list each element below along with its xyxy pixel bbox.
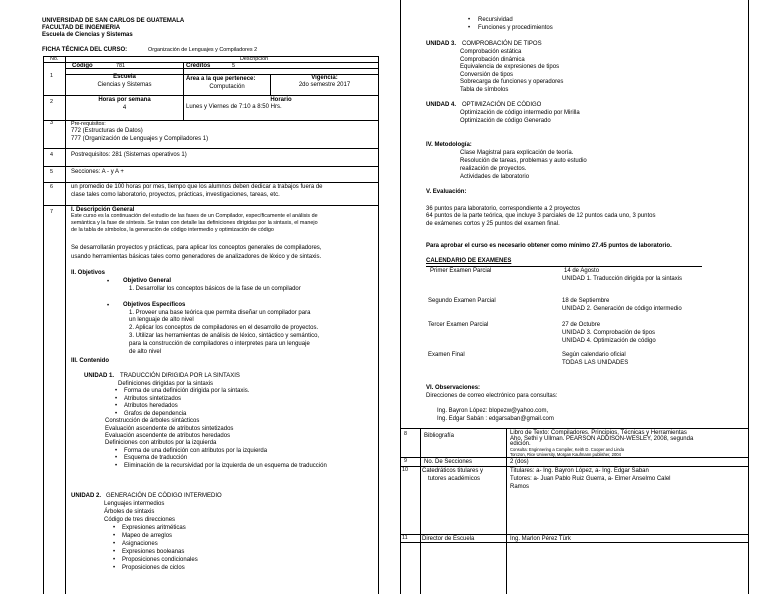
bullet-icon: • (115, 395, 118, 402)
credits-value: 5 (232, 63, 235, 69)
row-number: 8 (404, 431, 407, 437)
unit2-topic: Expresiones aritméticas (122, 525, 186, 531)
row-number: 7 (50, 209, 53, 215)
exam-date: Según calendario oficial (562, 352, 626, 358)
specific-objective-line: 2. Aplicar los conceptos de compiladores en el desarrollo de proyectos. (129, 325, 319, 331)
unit2-topic: Mapeo de arreglos (122, 533, 173, 539)
table-rule (400, 542, 748, 543)
unit1-topic: Forma de una definición con atributos por la izquierda (124, 447, 268, 454)
unit1-topic: Esquema de traducción (124, 455, 188, 462)
email-line: Ing. Bayron López: blopezw@yahoo.com, (437, 408, 549, 414)
unit1-topic: Definiciones con atributos por la izquierda (105, 440, 217, 447)
unit4-title: OPTIMIZACIÓN DE CÓDIGO (462, 102, 542, 108)
bullet-icon: • (115, 447, 118, 454)
bibliography-line: Libro de Texto: Compiladores. Principios, Técnicas y Herramientas (510, 430, 687, 436)
postreq-text: Postrequisitos: 281 (Sistemas operativos 1) (71, 152, 187, 158)
area-label: Área a la que pertenece: (186, 76, 256, 82)
methodology-line: Clase Magistral para explicación de teoría. (460, 150, 574, 156)
unit3-title: COMPROBACIÓN DE TIPOS (462, 41, 542, 47)
bullet-icon: • (113, 549, 116, 555)
unit1-label: UNIDAD 1. (84, 373, 115, 379)
bullet-icon: • (115, 403, 118, 410)
schedule-value: Lunes y Viernes de 7:10 a 8:50 Hrs. (186, 104, 282, 110)
observations-title: VI. Observaciones: (426, 385, 481, 391)
table-rule (420, 428, 421, 594)
row-number: 4 (50, 152, 53, 158)
exam-content: UNIDAD 1. Traducción dirigida por la sintaxis (562, 276, 683, 282)
university-title: UNIVERSIDAD DE SAN CARLOS DE GUATEMALA (42, 18, 185, 24)
course-name: Organización de Lenguajes y Compiladores 2 (148, 47, 258, 53)
unit2-topic: Proposiciones de ciclos (122, 565, 185, 571)
code-label: Código (72, 63, 93, 69)
content-title: III. Contenido (71, 358, 109, 364)
bullet-icon: • (107, 279, 110, 285)
bibliography-label: Bibliografía (424, 433, 455, 439)
row-number: 5 (50, 169, 53, 175)
unit1-topic: Atributos sintetizados (124, 395, 182, 402)
bullet-icon: • (115, 388, 118, 395)
sections-value: 2 (dos) (510, 459, 529, 465)
unit2-topic: Expresiones booleanas (122, 549, 185, 555)
table-rule (400, 466, 748, 467)
prereq-label: Pre-requisitos: (71, 121, 106, 127)
sections-text: Secciones: A - y A + (71, 169, 124, 175)
valid-label: Vigencia: (311, 75, 338, 81)
specific-objectives-title: Objetivos Específicos (123, 302, 186, 308)
unit1-topic: Construcción de árboles sintácticos (105, 418, 200, 425)
row-number: 3 (50, 120, 53, 126)
bullet-icon: • (115, 410, 118, 417)
exam-content: UNIDAD 3. Comprobación de tipos (562, 330, 656, 336)
unit1-title: TRADUCCIÓN DIRIGIDA POR LA SINTAXIS (120, 373, 240, 379)
valid-value: 2do semestre 2017 (298, 82, 351, 88)
row-number: 2 (50, 99, 53, 105)
unit1-topic: Evaluación ascendente de atributos sintetizados (105, 425, 234, 432)
table-rule (400, 428, 748, 429)
director-label: Director de Escuela (422, 536, 475, 542)
exam-content: UNIDAD 4. Optimización de código (562, 338, 656, 344)
unit1-topic: Atributos heredados (124, 403, 178, 410)
methodology-line: Actividades de laboratorio (460, 174, 530, 180)
row-number: 9 (404, 458, 407, 464)
bibliography-line: Aho, Sethi y Ullman. PEARSON ADDISON-WESLEY, 2008, segunda (510, 436, 694, 442)
table-rule (506, 428, 507, 594)
specific-objective-line: para la construcción de compiladores o interpretes para un lenguaje (129, 341, 310, 347)
observations-line: Direcciones de correo electrónico para consultas: (426, 393, 558, 399)
email-line: Ing. Edgar Sabán : edgarsaban@gmail.com (437, 416, 554, 422)
hours-note-line: clase tales como laboratorio, proyectos, prácticas, investigaciones, tareas, etc. (71, 192, 280, 198)
bullet-icon: • (113, 533, 116, 539)
unit1-topic: Grafos de dependencia (124, 410, 187, 417)
exam-name: Examen Final (428, 352, 465, 358)
unit3-label: UNIDAD 3. (426, 41, 457, 47)
methodology-line: realización de proyectos. (460, 166, 527, 172)
unit2-topic: Código de tres direcciones (104, 517, 176, 523)
bullet-icon: • (113, 525, 116, 531)
bullet-icon: • (115, 455, 118, 462)
hours-label: Horas por semana (98, 97, 151, 103)
description-line: Este curso es la continuación del estudio de las fases de un Compilador, específicamente el análisis de (71, 213, 318, 219)
unit1-topic: Definiciones dirigidas por la sintaxis (118, 381, 214, 387)
unit2-label: UNIDAD 2. (71, 493, 102, 499)
sheet-label: FICHA TÉCNICA DEL CURSO: (42, 47, 128, 53)
unit4-label: UNIDAD 4. (426, 102, 457, 108)
unit1-topic: Eliminación de la recursividad por la izquierda de un esquema de traducción (124, 462, 327, 469)
row-number: 6 (50, 184, 53, 190)
row-number: 11 (402, 535, 408, 541)
topic-line: Recursividad (478, 17, 513, 23)
bullet-icon: • (113, 541, 116, 547)
bibliography-line: Consulta: Enginnering a Compiler, Keith D. Cooper and Linda (510, 447, 625, 452)
exam-date: 14 de Agosto (564, 268, 600, 274)
exam-name: Segundo Examen Parcial (428, 298, 496, 304)
exam-date: 18 de Septiembre (562, 298, 610, 304)
col-desc-header: Descripción (240, 56, 269, 62)
professors-line: Titulares: a- Ing. Bayron López, a- Ing. Edgar Saban (510, 468, 649, 474)
description-line: usando herramientas básicas tales como generadores de analizadores de léxico y de sintaxis. (71, 254, 322, 260)
professors-line: Ramos (510, 484, 530, 490)
bullet-icon: • (113, 565, 116, 571)
specific-objective-line: un lenguaje de alto nivel (129, 317, 194, 323)
exam-content: TODAS LAS UNIDADES (562, 360, 629, 366)
unit3-topic: Comprobación dinámica (460, 56, 525, 63)
unit2-topic: Proposiciones condicionales (122, 557, 198, 563)
unit2-topic: Árboles de sintaxis (104, 509, 155, 515)
credits-label: Créditos (186, 63, 211, 69)
calendar-top-rule (426, 266, 702, 267)
evaluation-line: de exámenes cortos y 25 puntos del examen final. (426, 221, 560, 227)
unit1-topic: Forma de una definición dirigida por la sintaxis. (124, 388, 250, 395)
general-objective-item: 1. Desarrollar los conceptos básicos de la fase de un compilador (129, 286, 301, 292)
schedule-label: Horario (270, 97, 292, 103)
bullet-icon: • (107, 303, 110, 309)
calendar-title: CALENDARIO DE EXAMENES (426, 258, 512, 264)
col-no-header: No. (50, 56, 59, 62)
professors-line: Tutores: a- Juan Pablo Ruiz Guerra, a- Elmer Anselmo Calel (510, 476, 671, 482)
description-line: semántica y la fase de síntesis. Se tratan con detalle las definiciones dirigidas por la sintaxis, el manejo (71, 220, 318, 226)
school-title: Escuela de Ciencias y Sistemas (42, 32, 133, 38)
unit3-topic: Tabla de símbolos (460, 86, 509, 93)
exam-content: UNIDAD 2. Generación de código intermedio (562, 306, 682, 312)
description-line: Se desarrollarán proyectos y prácticas, para aplicar los conceptos generales de compiladores, (71, 245, 322, 251)
topic-line: Funciones y procedimientos (478, 25, 553, 31)
unit2-topic: Asignaciones (122, 541, 158, 547)
unit4-topic: Optimización de código intermedio por Mirilla (460, 110, 580, 116)
bullet-icon: • (113, 557, 116, 563)
professors-label: Catedráticos titulares y (422, 468, 484, 474)
description-line: de la tabla de símbolos, la generación de código intermedio y optimización de código (71, 227, 274, 233)
row-number: 10 (402, 467, 408, 473)
table-rule (400, 457, 748, 458)
school-value: Ciencias y Sistemas (97, 82, 152, 88)
exam-name: Tercer Examen Parcial (428, 322, 489, 328)
general-objective-title: Objetivo General (123, 278, 172, 284)
unit1-topic: Evaluación ascendente de atributos heredados (105, 432, 231, 439)
hours-value: 4 (122, 105, 127, 111)
bullet-icon: • (468, 17, 471, 23)
objectives-title: II. Objetivos (71, 270, 106, 276)
table-rule (400, 534, 748, 535)
methodology-line: Resolución de tareas, problemas y auto estudio (460, 158, 587, 164)
evaluation-line: 64 puntos de la parte teórica, que incluye 3 parciales de 12 puntos cada uno, 3 puntos (426, 213, 656, 219)
prereq-item: 772 (Estructuras de Datos) (71, 128, 143, 134)
bullet-icon: • (115, 462, 118, 469)
exam-name: Primer Examen Parcial (430, 268, 492, 274)
prereq-item: 777 (Organización de Lenguajes y Compiladores 1) (71, 136, 209, 142)
unit3-topic: Conversión de tipos (460, 71, 514, 78)
bullet-icon: • (468, 25, 471, 31)
unit3-topic: Comprobación estática (460, 49, 522, 55)
unit3-topic: Equivalencia de expresiones de tipos (460, 64, 560, 70)
approval-note: Para aprobar el curso es necesario obtener como mínimo 27.45 puntos de laboratorio. (426, 243, 672, 249)
specific-objective-line: de alto nivel (129, 349, 162, 355)
specific-objective-line: 1. Proveer una base teórica que permita diseñar un compilador para (129, 310, 311, 316)
sections-label: No. De Secciones (424, 459, 473, 465)
unit3-topic: Sobrecarga de funciones y operadores (460, 79, 564, 85)
evaluation-line: 36 puntos para laboratorio, correspondiente a 2 proyectos (426, 206, 581, 212)
code-value: 781 (116, 63, 125, 69)
faculty-title: FACULTAD DE INGENIERIA (42, 25, 121, 31)
bibliography-line: Torczon, Rice University, Morgan Kaufmann publisher, 2004 (510, 451, 621, 457)
hours-note-line: un promedio de 100 horas por mes, tiempo que los alumnos deben dedicar a trabajos fuera de (71, 184, 323, 190)
unit4-topic: Optimización de código Generado (460, 118, 551, 124)
unit2-title: GENERACIÓN DE CÓDIGO INTERMEDIO (106, 493, 222, 499)
school-label: Escuela (113, 74, 136, 80)
exam-date: 27 de Octubre (562, 322, 601, 328)
bibliography-line: edición. (510, 441, 531, 447)
professors-label: tutores académicos (428, 476, 481, 482)
description-title: I. Descripción General (71, 207, 135, 213)
document-page-right (384, 0, 768, 594)
methodology-title: IV. Metodología: (426, 142, 472, 148)
area-value: Computación (209, 84, 245, 90)
director-value: Ing. Marlon Pérez Türk (510, 536, 571, 542)
unit2-topic: Lenguajes intermedios (104, 501, 165, 507)
evaluation-title: V. Evaluación: (426, 189, 467, 195)
specific-objective-line: 3. Utilizar las herramientas de análisis de léxico, sintáctico y semántico, (129, 333, 320, 339)
row-number: 1 (50, 73, 53, 79)
